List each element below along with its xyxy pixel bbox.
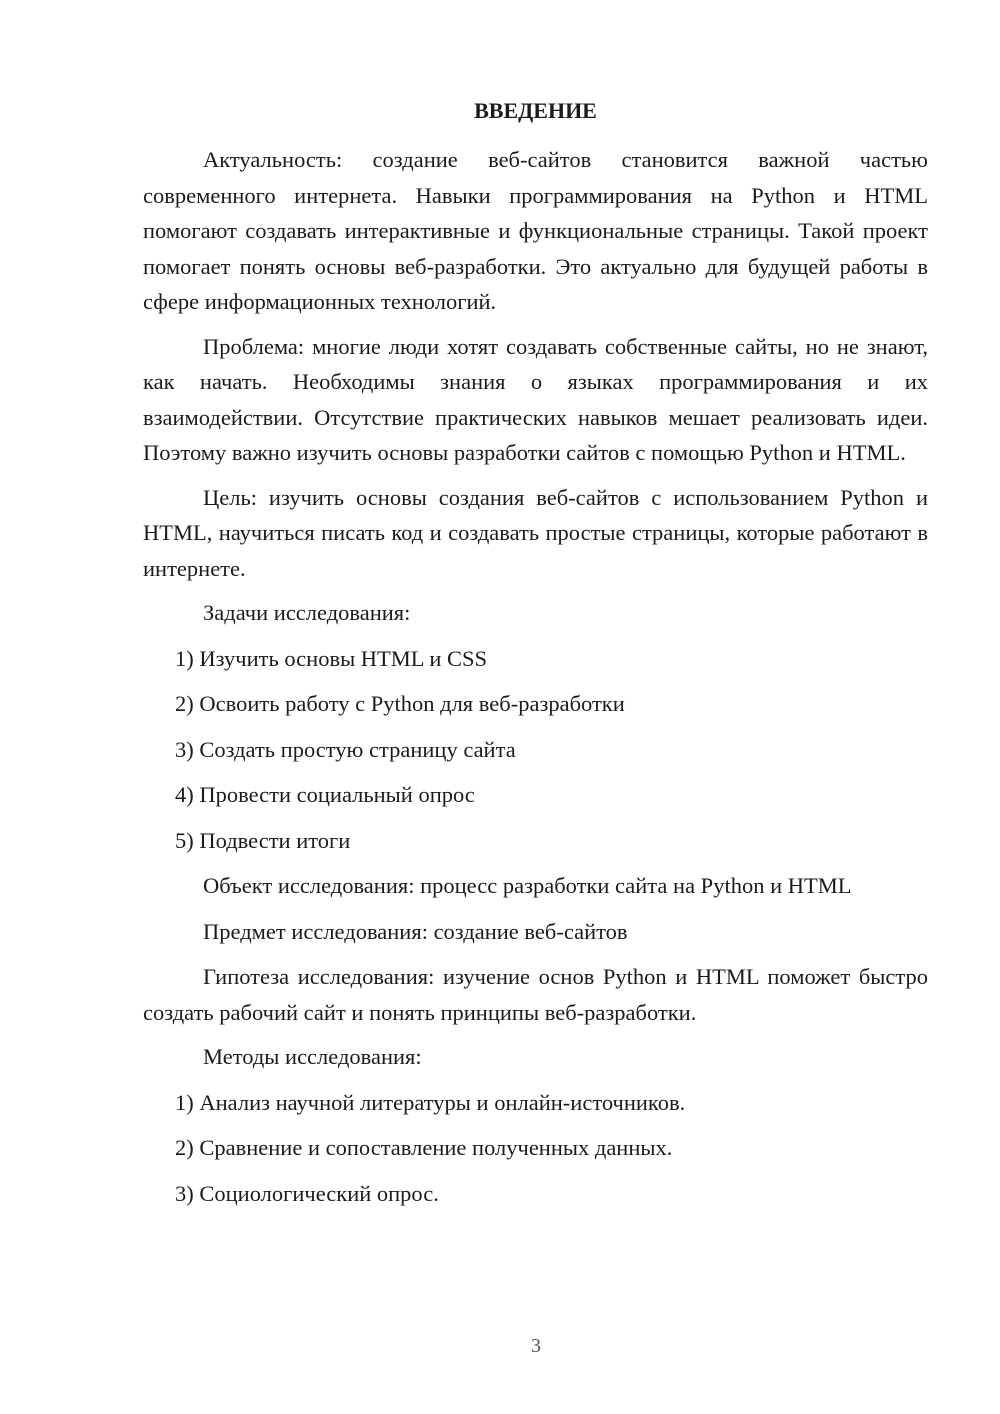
relevance-paragraph: Актуальность: создание веб-сайтов становится важной частью современного интернета. Навыки программирования на Python и HTML помогают создавать интерактивные и функциональные страницы. Такой проект помогает понять основы веб-разработки. Это актуально для будущей работы в сфере информационных технологий. — [143, 147, 928, 314]
goal-paragraph: Цель: изучить основы создания веб-сайтов с использованием Python и HTML, научиться писать код и создавать простые страницы, которые работают в интернете. — [143, 484, 928, 581]
task-item: 1) Изучить основы HTML и CSS — [175, 645, 488, 671]
page-number: 3 — [531, 1335, 541, 1357]
hypothesis-paragraph: Гипотеза исследования: изучение основ Python и HTML поможет быстро создать рабочий сайт и понять принципы веб-разработки. — [143, 964, 928, 1025]
task-item: 5) Подвести итоги — [175, 827, 351, 853]
document-body — [143, 142, 928, 1221]
tasks-heading: Задачи исследования: — [203, 600, 411, 625]
research-object: Объект исследования: процесс разработки сайта на Python и HTML — [203, 873, 852, 898]
task-item: 4) Провести социальный опрос — [175, 782, 475, 807]
method-item: 3) Социологический опрос. — [175, 1180, 439, 1206]
task-item: 3) Создать простую страницу сайта — [175, 736, 516, 762]
methods-heading: Методы исследования: — [203, 1044, 422, 1069]
method-item: 2) Сравнение и сопоставление полученных данных. — [175, 1135, 673, 1160]
problem-paragraph: Проблема: многие люди хотят создавать собственные сайты, но не знают, как начать. Необходимы знания о языках программирования и их взаимодействии. Отсутствие практических навыков мешает реализовать идеи. Поэтому важно изучить основы разработки сайтов с помощью Python и HTML. — [143, 333, 928, 465]
research-subject: Предмет исследования: создание веб-сайтов — [203, 918, 628, 944]
method-item: 1) Анализ научной литературы и онлайн-источников. — [175, 1089, 686, 1115]
task-item: 2) Освоить работу с Python для веб-разработки — [175, 691, 625, 716]
section-title: ВВЕДЕНИЕ — [474, 98, 597, 123]
